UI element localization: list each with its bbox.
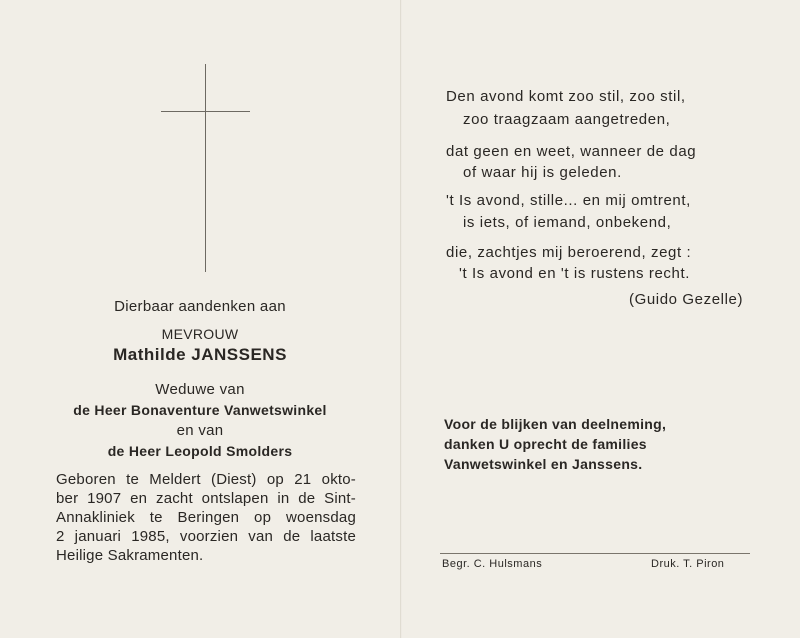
poem-line: 't Is avond en 't is rustens recht. — [459, 265, 690, 282]
bio-line: 2 januari 1985, voorzien van de laatste — [56, 528, 356, 545]
poem-line: 't Is avond, stille... en mij omtrent, — [446, 192, 691, 209]
poem-line: zoo traagzaam aangetreden, — [463, 111, 671, 128]
poem-line: die, zachtjes mij beroerend, zegt : — [446, 244, 692, 261]
poem-line: dat geen en weet, wanneer de dag — [446, 143, 697, 160]
bio-line: Heilige Sakramenten. — [56, 547, 204, 564]
poem-line: is iets, of iemand, onbekend, — [463, 214, 672, 231]
husband-1: de Heer Bonaventure Vanwetswinkel — [73, 402, 327, 418]
cross-icon-bar — [161, 111, 250, 112]
bio-line: Geboren te Meldert (Diest) op 21 okto- — [56, 471, 356, 488]
bio-line: ber 1907 en zacht ontslapen in de Sint- — [56, 490, 356, 507]
footer-divider — [440, 553, 750, 554]
intro-text: Dierbaar aandenken aan — [114, 298, 286, 315]
printer-credit: Druk. T. Piron — [651, 558, 725, 570]
undertaker-credit: Begr. C. Hulsmans — [442, 558, 543, 570]
thanks-line: Vanwetswinkel en Janssens. — [444, 456, 643, 472]
thanks-line: danken U oprecht de families — [444, 436, 647, 452]
husband-2: de Heer Leopold Smolders — [107, 443, 293, 459]
cross-icon — [205, 64, 206, 272]
poem-line: Den avond komt zoo stil, zoo stil, — [446, 88, 686, 105]
and-of-text: en van — [176, 422, 224, 439]
title-text: MEVROUW — [161, 326, 239, 342]
poem-line: of waar hij is geleden. — [463, 164, 622, 181]
thanks-message — [444, 414, 666, 474]
widow-of-text: Weduwe van — [155, 381, 245, 398]
poem-attribution: (Guido Gezelle) — [629, 291, 744, 308]
thanks-line: Voor de blijken van deelneming, — [444, 416, 667, 432]
bio-line: Annakliniek te Beringen op woensdag — [56, 509, 356, 526]
biography — [56, 470, 356, 565]
deceased-name: Mathilde JANSSENS — [113, 345, 287, 364]
